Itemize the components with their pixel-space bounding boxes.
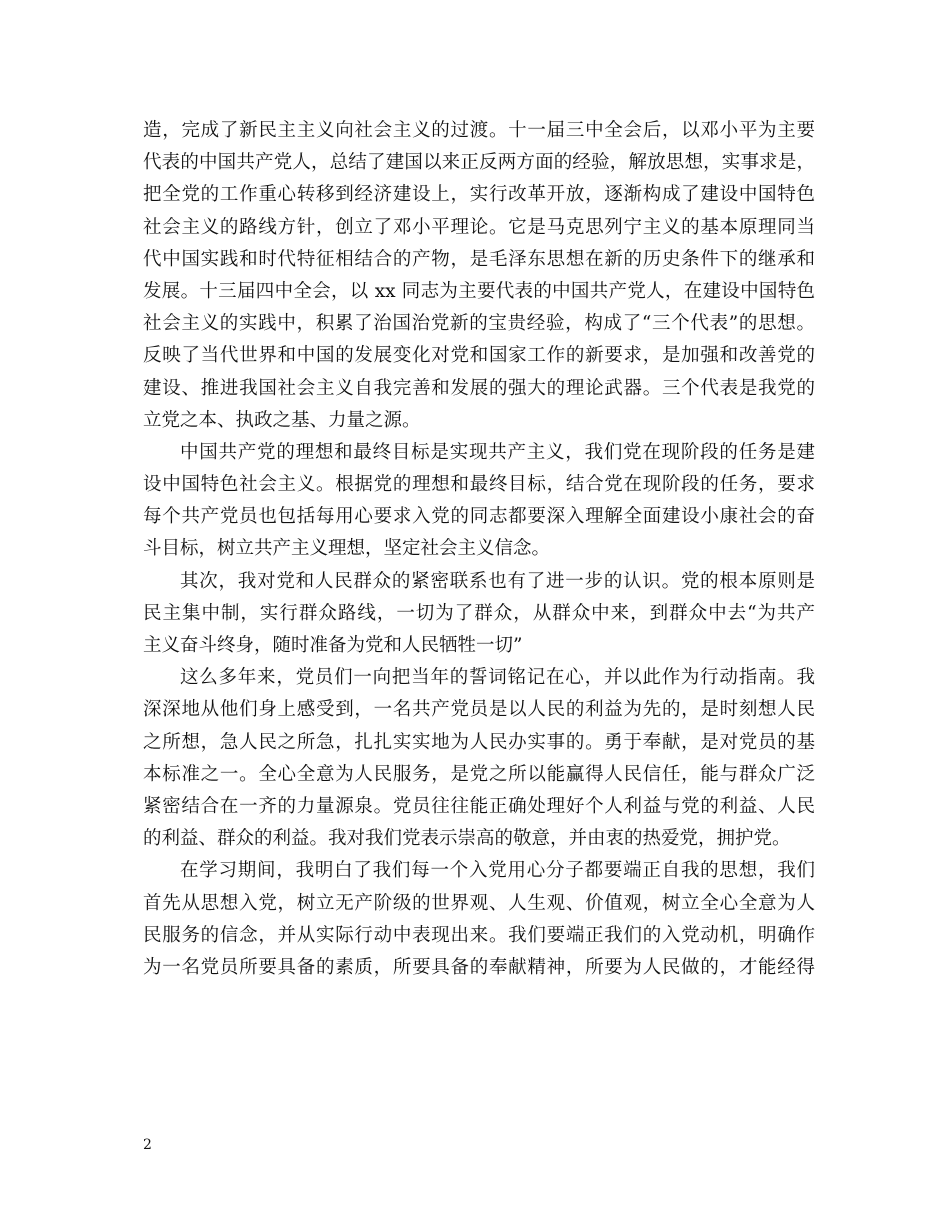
paragraph-line: 深深地从他们身上感受到，一名共产党员是以人民的利益为先的，是时刻想人民 xyxy=(143,699,815,721)
paragraph-line: 的利益、群众的利益。我对我们党表示崇高的敬意，并由衷的热爱党，拥护党。 xyxy=(143,828,791,850)
paragraph-line: 紧密结合在一齐的力量源泉。党员往往能正确处理好个人利益与党的利益、人民 xyxy=(143,795,815,817)
paragraph-line: 建设、推进我国社会主义自我完善和发展的强大的理论武器。三个代表是我党的 xyxy=(143,377,815,399)
paragraph-line: 斗目标，树立共产主义理想，坚定社会主义信念。 xyxy=(143,538,551,560)
body-text xyxy=(143,115,815,984)
paragraph-line: 设中国特色社会主义。根据党的理想和最终目标，结合党在现阶段的任务，要求 xyxy=(143,474,815,496)
paragraph-line: 立党之本、执政之基、力量之源。 xyxy=(143,409,421,431)
paragraph-line: 首先从思想入党，树立无产阶级的世界观、人生观、价值观，树立全心全意为人 xyxy=(143,892,815,914)
paragraph-line: 造，完成了新民主主义向社会主义的过渡。十一届三中全会后，以邓小平为主要 xyxy=(143,120,815,141)
paragraph-line: 为一名党员所要具备的素质，所要具备的奉献精神，所要为人民做的，才能经得 xyxy=(143,956,815,978)
paragraph-line: 主义奋斗终身，随时准备为党和人民牺牲一切” xyxy=(143,635,523,656)
paragraph-line: 中国共产党的理想和最终目标是实现共产主义，我们党在现阶段的任务是建 xyxy=(180,441,815,463)
paragraph-line: 发展。十三届四中全会，以 xx 同志为主要代表的中国共产党人，在建设中国特色 xyxy=(143,280,815,302)
paragraph-line: 把全党的工作重心转移到经济建设上，实行改革开放，逐渐构成了建设中国特色 xyxy=(143,184,815,206)
paragraph-line: 每个共产党员也包括每用心要求入党的同志都要深入理解全面建设小康社会的奋 xyxy=(143,506,815,528)
paragraph-line: 社会主义的路线方针，创立了邓小平理论。它是马克思列宁主义的基本原理同当 xyxy=(143,216,815,238)
paragraph-line: 代中国实践和时代特征相结合的产物，是毛泽东思想在新的历史条件下的继承和 xyxy=(143,248,815,270)
paragraph-line: 民主集中制，实行群众路线，一切为了群众，从群众中来，到群众中去“为共产 xyxy=(143,602,815,624)
paragraph-line: 民服务的信念，并从实际行动中表现出来。我们要端正我们的入党动机，明确作 xyxy=(143,924,815,946)
paragraph-line: 代表的中国共产党人，总结了建国以来正反两方面的经验，解放思想，实事求是， xyxy=(143,152,815,174)
paragraph-line: 其次，我对党和人民群众的紧密联系也有了进一步的认识。党的根本原则是 xyxy=(180,570,815,592)
paragraph-line: 这么多年来，党员们一向把当年的誓词铭记在心，并以此作为行动指南。我 xyxy=(180,667,815,689)
page-number: 2 xyxy=(143,1137,152,1153)
paragraph-line: 本标准之一。全心全意为人民服务，是党之所以能赢得人民信任，能与群众广泛 xyxy=(143,763,815,785)
paragraph-line: 社会主义的实践中，积累了治国治党新的宝贵经验，构成了“三个代表”的思想。 xyxy=(143,313,815,335)
paragraph-line: 反映了当代世界和中国的发展变化对党和国家工作的新要求，是加强和改善党的 xyxy=(143,345,815,367)
paragraph-line: 在学习期间，我明白了我们每一个入党用心分子都要端正自我的思想，我们 xyxy=(180,860,815,882)
paragraph-line: 之所想，急人民之所急，扎扎实实地为人民办实事的。勇于奉献，是对党员的基 xyxy=(143,731,815,753)
